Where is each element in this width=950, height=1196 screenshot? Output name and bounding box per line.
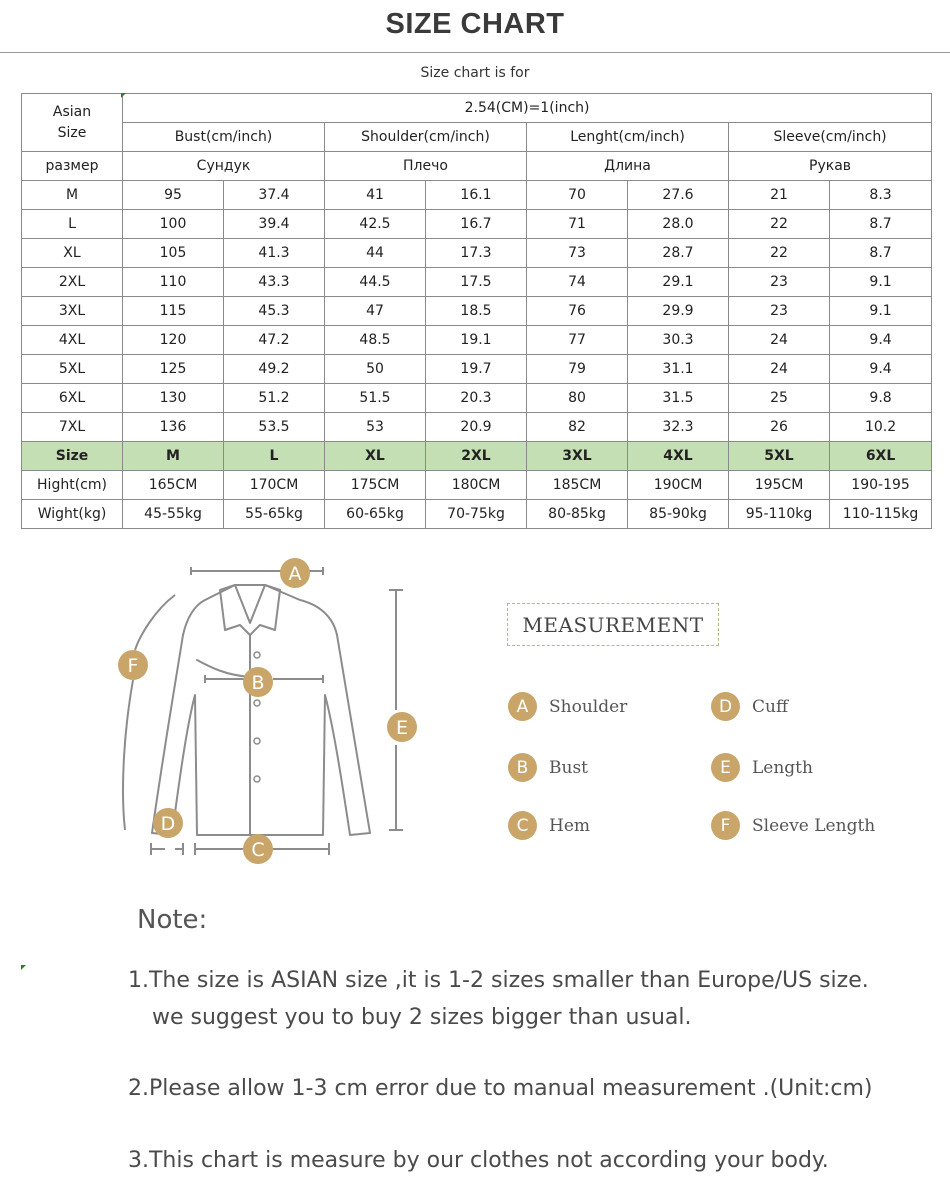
- legend-label: Cuff: [752, 696, 789, 717]
- table-cell: 30.3: [628, 326, 729, 355]
- table-cell: 79: [527, 355, 628, 384]
- table-cell: 51.2: [224, 384, 325, 413]
- badge-a: A: [508, 692, 537, 721]
- note-line-1b: we suggest you to buy 2 sizes bigger than usual.: [152, 1005, 692, 1030]
- table-cell: 6XL: [22, 384, 123, 413]
- legend-item-cuff: [711, 692, 788, 721]
- table-cell: 9.1: [830, 297, 932, 326]
- marker-c: C: [251, 839, 265, 861]
- table-cell: 125: [123, 355, 224, 384]
- table-cell: 43.3: [224, 268, 325, 297]
- table-cell: 60-65kg: [325, 500, 426, 529]
- table-cell: M: [22, 181, 123, 210]
- corner-tick-mark: [21, 965, 26, 970]
- table-cell: 44.5: [325, 268, 426, 297]
- table-cell: 120: [123, 326, 224, 355]
- note-line-2: 2.Please allow 1-3 cm error due to manual measurement .(Unit:cm): [128, 1076, 873, 1101]
- badge-f: F: [711, 811, 740, 840]
- legend-label: Hem: [549, 815, 591, 836]
- ru-col-sleeve: Рукав: [729, 152, 932, 181]
- subtitle: Size chart is for: [420, 65, 530, 81]
- col-bust: Bust(cm/inch): [123, 123, 325, 152]
- table-cell: 45.3: [224, 297, 325, 326]
- table-cell: 9.1: [830, 268, 932, 297]
- table-cell: 22: [729, 239, 830, 268]
- table-cell: Size: [22, 442, 123, 471]
- table-row: [22, 355, 932, 384]
- table-cell: 19.7: [426, 355, 527, 384]
- table-cell: 23: [729, 268, 830, 297]
- table-cell: 70-75kg: [426, 500, 527, 529]
- table-cell: 9.4: [830, 355, 932, 384]
- table-cell: 9.4: [830, 326, 932, 355]
- table-row: [22, 210, 932, 239]
- table-cell: 24: [729, 326, 830, 355]
- col-sleeve: Sleeve(cm/inch): [729, 123, 932, 152]
- table-row: [22, 297, 932, 326]
- table-cell: 41: [325, 181, 426, 210]
- table-cell: 190CM: [628, 471, 729, 500]
- table-cell: 3XL: [22, 297, 123, 326]
- table-cell: 170CM: [224, 471, 325, 500]
- table-cell: 42.5: [325, 210, 426, 239]
- table-cell: Wight(kg): [22, 500, 123, 529]
- table-cell: L: [224, 442, 325, 471]
- table-cell: 22: [729, 210, 830, 239]
- table-cell: 190-195: [830, 471, 932, 500]
- table-row: [22, 326, 932, 355]
- marker-d: D: [160, 813, 176, 835]
- table-row: [22, 268, 932, 297]
- table-cell: 195CM: [729, 471, 830, 500]
- table-cell: 2XL: [426, 442, 527, 471]
- legend-label: Bust: [549, 757, 588, 778]
- table-cell: 80-85kg: [527, 500, 628, 529]
- table-cell: 70: [527, 181, 628, 210]
- asian-size-header: [22, 94, 123, 152]
- table-cell: 28.7: [628, 239, 729, 268]
- table-cell: 16.7: [426, 210, 527, 239]
- title-divider: [0, 52, 950, 53]
- table-cell: 39.4: [224, 210, 325, 239]
- table-cell: 37.4: [224, 181, 325, 210]
- table-row: [22, 442, 932, 471]
- page-title: SIZE CHART: [385, 8, 565, 40]
- table-cell: 48.5: [325, 326, 426, 355]
- table-cell: 9.8: [830, 384, 932, 413]
- col-shoulder: Shoulder(cm/inch): [325, 123, 527, 152]
- size-table: [21, 93, 932, 529]
- ru-col-length: Длина: [527, 152, 729, 181]
- table-cell: 25: [729, 384, 830, 413]
- table-cell: 55-65kg: [224, 500, 325, 529]
- table-cell: 110-115kg: [830, 500, 932, 529]
- table-cell: 26: [729, 413, 830, 442]
- shirt-outline: [152, 585, 370, 835]
- table-cell: 8.7: [830, 239, 932, 268]
- table-cell: 20.3: [426, 384, 527, 413]
- table-cell: 4XL: [628, 442, 729, 471]
- table-cell: 71: [527, 210, 628, 239]
- table-cell: 74: [527, 268, 628, 297]
- table-cell: 110: [123, 268, 224, 297]
- table-cell: 95-110kg: [729, 500, 830, 529]
- legend-label: Length: [752, 757, 813, 778]
- table-cell: 19.1: [426, 326, 527, 355]
- table-cell: 31.5: [628, 384, 729, 413]
- table-cell: 100: [123, 210, 224, 239]
- note-line-3: 3.This chart is measure by our clothes not according your body.: [128, 1148, 829, 1173]
- table-cell: XL: [22, 239, 123, 268]
- badge-d: D: [711, 692, 740, 721]
- ru-col-shoulder: Плечо: [325, 152, 527, 181]
- marker-a: A: [288, 563, 302, 585]
- table-cell: 5XL: [729, 442, 830, 471]
- table-cell: 50: [325, 355, 426, 384]
- badge-c: C: [508, 811, 537, 840]
- legend-label: Shoulder: [549, 696, 628, 717]
- legend-label: Sleeve Length: [752, 815, 876, 836]
- ru-size-label: размер: [22, 152, 123, 181]
- table-row: [22, 413, 932, 442]
- table-cell: 4XL: [22, 326, 123, 355]
- table-cell: 28.0: [628, 210, 729, 239]
- table-cell: 3XL: [527, 442, 628, 471]
- table-cell: 53: [325, 413, 426, 442]
- table-cell: 77: [527, 326, 628, 355]
- table-row: [22, 500, 932, 529]
- table-cell: 29.1: [628, 268, 729, 297]
- legend-item-sleeve-length: [711, 811, 875, 840]
- table-cell: 8.3: [830, 181, 932, 210]
- table-cell: 45-55kg: [123, 500, 224, 529]
- table-cell: 5XL: [22, 355, 123, 384]
- table-cell: 115: [123, 297, 224, 326]
- table-cell: 185CM: [527, 471, 628, 500]
- table-cell: 41.3: [224, 239, 325, 268]
- table-row: [22, 471, 932, 500]
- table-cell: 136: [123, 413, 224, 442]
- badge-e: E: [711, 753, 740, 782]
- table-cell: 85-90kg: [628, 500, 729, 529]
- note-title: Note:: [137, 905, 208, 935]
- asian-size-label: Asian Size: [52, 103, 92, 141]
- table-cell: XL: [325, 442, 426, 471]
- table-cell: 17.3: [426, 239, 527, 268]
- table-cell: 17.5: [426, 268, 527, 297]
- table-cell: 105: [123, 239, 224, 268]
- table-cell: 6XL: [830, 442, 932, 471]
- table-cell: 24: [729, 355, 830, 384]
- shirt-diagram: [105, 555, 435, 870]
- table-cell: 31.1: [628, 355, 729, 384]
- marker-f: F: [127, 655, 139, 677]
- note-line-1: 1.The size is ASIAN size ,it is 1-2 sizes smaller than Europe/US size.: [128, 968, 869, 993]
- table-cell: 53.5: [224, 413, 325, 442]
- table-cell: 44: [325, 239, 426, 268]
- legend-item-length: [711, 753, 813, 782]
- legend-item-shoulder: [508, 692, 627, 721]
- table-cell: M: [123, 442, 224, 471]
- measurement-heading: MEASUREMENT: [507, 603, 719, 646]
- table-cell: 21: [729, 181, 830, 210]
- table-cell: 165CM: [123, 471, 224, 500]
- table-cell: L: [22, 210, 123, 239]
- badge-b: B: [508, 753, 537, 782]
- table-cell: 73: [527, 239, 628, 268]
- conversion-header: 2.54(CM)=1(inch): [123, 94, 932, 123]
- table-cell: 95: [123, 181, 224, 210]
- table-cell: 180CM: [426, 471, 527, 500]
- table-cell: 7XL: [22, 413, 123, 442]
- table-cell: 82: [527, 413, 628, 442]
- table-cell: 51.5: [325, 384, 426, 413]
- corner-tick-mark: [121, 93, 126, 98]
- table-cell: 23: [729, 297, 830, 326]
- legend-item-bust: [508, 753, 588, 782]
- table-cell: 10.2: [830, 413, 932, 442]
- table-cell: 16.1: [426, 181, 527, 210]
- table-cell: 2XL: [22, 268, 123, 297]
- table-cell: 27.6: [628, 181, 729, 210]
- table-cell: 175CM: [325, 471, 426, 500]
- table-row: [22, 384, 932, 413]
- table-row: [22, 239, 932, 268]
- legend-item-hem: [508, 811, 590, 840]
- table-cell: 47: [325, 297, 426, 326]
- col-length: Lenght(cm/inch): [527, 123, 729, 152]
- table-cell: 8.7: [830, 210, 932, 239]
- table-cell: 80: [527, 384, 628, 413]
- table-cell: 130: [123, 384, 224, 413]
- table-row: [22, 181, 932, 210]
- table-cell: 49.2: [224, 355, 325, 384]
- marker-b: B: [251, 672, 265, 694]
- table-cell: 32.3: [628, 413, 729, 442]
- table-cell: 47.2: [224, 326, 325, 355]
- table-cell: 29.9: [628, 297, 729, 326]
- diagram-markers: [118, 558, 417, 864]
- table-cell: 20.9: [426, 413, 527, 442]
- table-cell: 76: [527, 297, 628, 326]
- marker-e: E: [395, 717, 409, 739]
- table-cell: 18.5: [426, 297, 527, 326]
- ru-col-bust: Сундук: [123, 152, 325, 181]
- table-cell: Hight(cm): [22, 471, 123, 500]
